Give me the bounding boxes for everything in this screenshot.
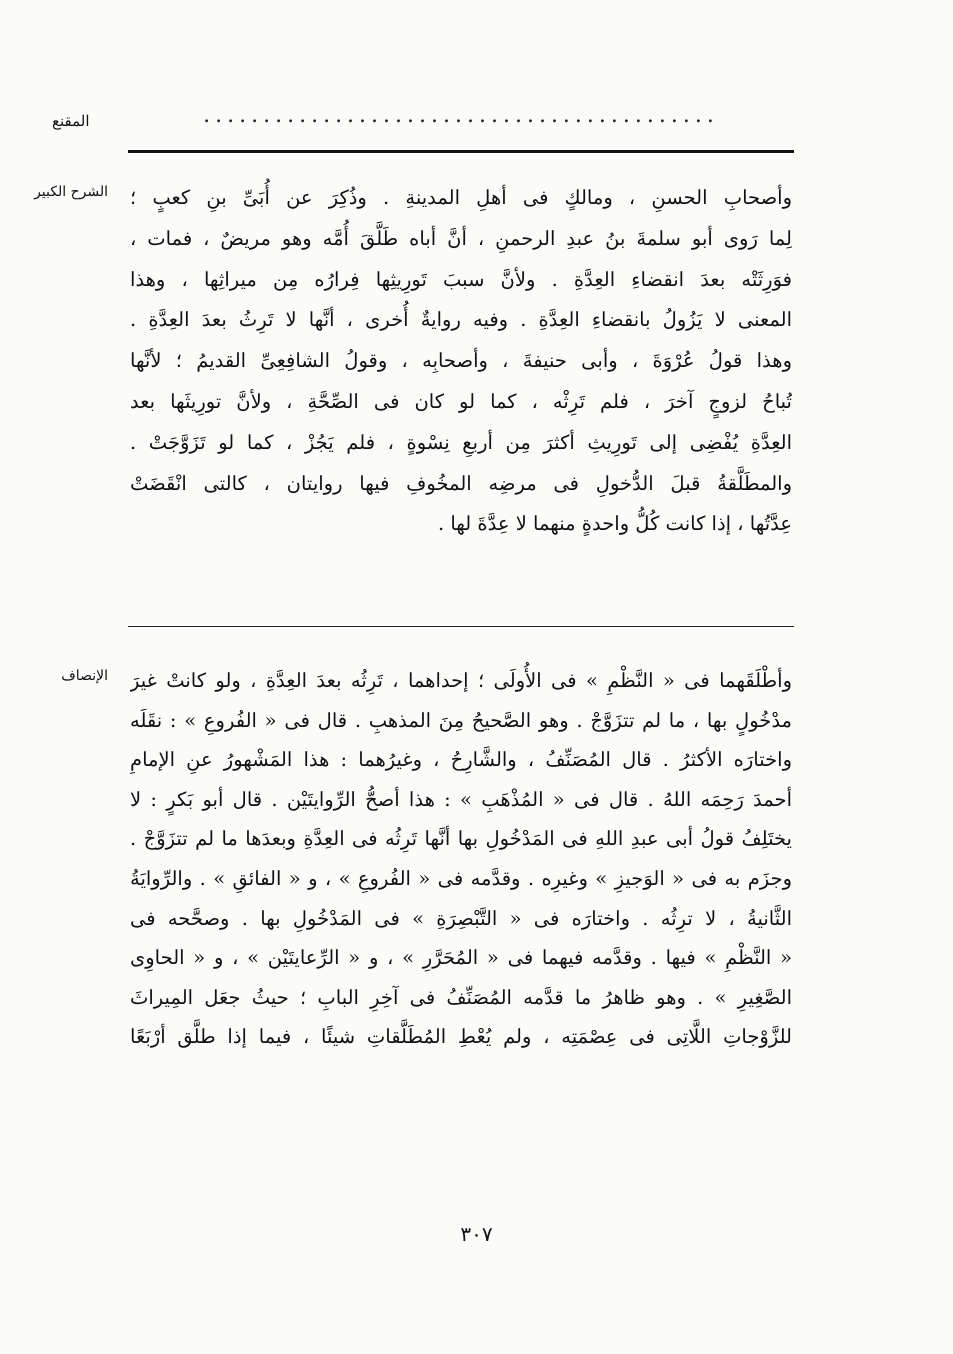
text-line: واختارَه الأكثرُ . قال المُصَنِّفُ ، والشَّارِحُ ، وغيرُهما : هذا المَشْهورُ عنِ الإمامِ xyxy=(130,748,792,772)
text-line: المعنى لا يَزُولُ بانقضاءِ العِدَّةِ . وفيه روايةٌ أُخرى ، أنَّها لا تَرِثُ بعدَ العِدَّةِ . xyxy=(130,308,792,332)
text-line: لِما رَوى أبو سلمةَ بنُ عبدِ الرحمنِ ، أنَّ أباه طَلَّقَ أُمَّه وهو مريضٌ ، فمات ، xyxy=(130,226,792,250)
text-line: الصَّغِيرِ » . وهو ظاهرُ ما قدَّمه المُصَنِّفُ فى آخِرِ البابِ ؛ حيثُ جعَل المِيراثَ xyxy=(130,985,792,1009)
insaf-text-block xyxy=(130,661,792,1057)
text-line: تُباحُ لزوجٍ آخرَ ، فلم تَرِثْه ، كما لو كان فى الصِّحَّةِ ، ولأنَّ تورِيثَها بعد xyxy=(130,389,792,413)
text-line: أحمدَ رَحِمَه اللهُ . قال فى « المُذْهَبِ » : هذا أصحُّ الرِّوايتَيْن . قال أبو بَكرٍ : لا xyxy=(130,787,792,811)
text-line: وأطْلَقَهما فى « النَّظْمِ » فى الأُولَى ؛ إحداهما ، تَرِثُه بعدَ العِدَّةِ ، ولو كانتْ غيرَ xyxy=(130,669,792,692)
text-line: وجزَم به فى « الوَجيزِ » وغيرِه . وقدَّمه فى « الفُروعِ » ، و « الفائقِ » . والرِّوايَةُ xyxy=(130,866,792,890)
header-dotted-rule: ........................................... xyxy=(203,103,719,128)
section-label-insaf: الإنصاف xyxy=(61,668,108,684)
text-line: وهذا قولُ عُرْوَةَ ، وأبى حنيفةَ ، وأصحابِه ، وقولُ الشافِعِىِّ القديمُ ؛ لأنَّها xyxy=(130,349,792,373)
page-number: ٣٠٧ xyxy=(460,1222,493,1246)
text-line: عِدَّتُها ، إذا كانت كُلُّ واحدةٍ منهما لا عِدَّةَ لها . xyxy=(437,512,792,536)
text-line: للزَّوْجاتِ اللَّاتِى فى عِصْمَتِه ، ولم يُعْطِ المُطَلَّقاتِ شيئًا ، فيما إذا طلَّق أرْبَعًا xyxy=(130,1025,792,1049)
text-line: فوَرِثَتْه بعدَ انقضاءِ العِدَّةِ . ولأنَّ سببَ تَورِيثِها فِرارُه مِن ميراثِها ، وهذا xyxy=(130,267,792,291)
sharh-text-block xyxy=(130,178,792,545)
section-label-sharh: الشرح الكبير xyxy=(34,184,108,200)
text-line: « النَّظْمِ » فيها . وقدَّمه فيهما فى « المُحَرَّرِ » ، و « الرِّعايتَيْن » ، و « الحاوِى xyxy=(130,946,792,970)
text-line: والمطَلَّقةُ قبلَ الدُّخولِ فى مرضِه المخُوفِ فيها روايتان ، كالتى انْقَضَتْ xyxy=(130,471,792,495)
header-label: المقنع xyxy=(52,112,90,130)
text-line: العِدَّةِ يُفْضِى إلى تَورِيثِ أكثرَ مِن أربعِ نِسْوةٍ ، فلم يَجُزْ ، كما لو تَزَوَّجَتْ . xyxy=(130,430,792,454)
header-thick-rule xyxy=(128,150,794,153)
text-line: يختَلِفُ قولُ أبى عبدِ اللهِ فى المَدْخُولِ بها أنَّها تَرِثُه فى العِدَّةِ وبعدَها ما لم تتزَوَّجْ . xyxy=(130,827,792,851)
text-line: وأصحابِ الحسنِ ، ومالكٍ فى أهلِ المدينةِ . وذُكِرَ عن أُبَىِّ بنِ كعبٍ ؛ xyxy=(130,186,792,209)
text-line: مدْخُولٍ بها ، ما لم تتزَوَّجْ . وهو الصَّحيحُ مِنَ المذهبِ . قال فى « الفُروعِ » : نقَلَه xyxy=(130,708,792,732)
text-line: الثَّانيةُ ، لا ترِثُه . واختارَه فى « التَّبْصِرَةِ » فى المَدْخُولِ بها . وصحَّحه فى xyxy=(130,906,792,930)
section-divider xyxy=(128,626,794,627)
